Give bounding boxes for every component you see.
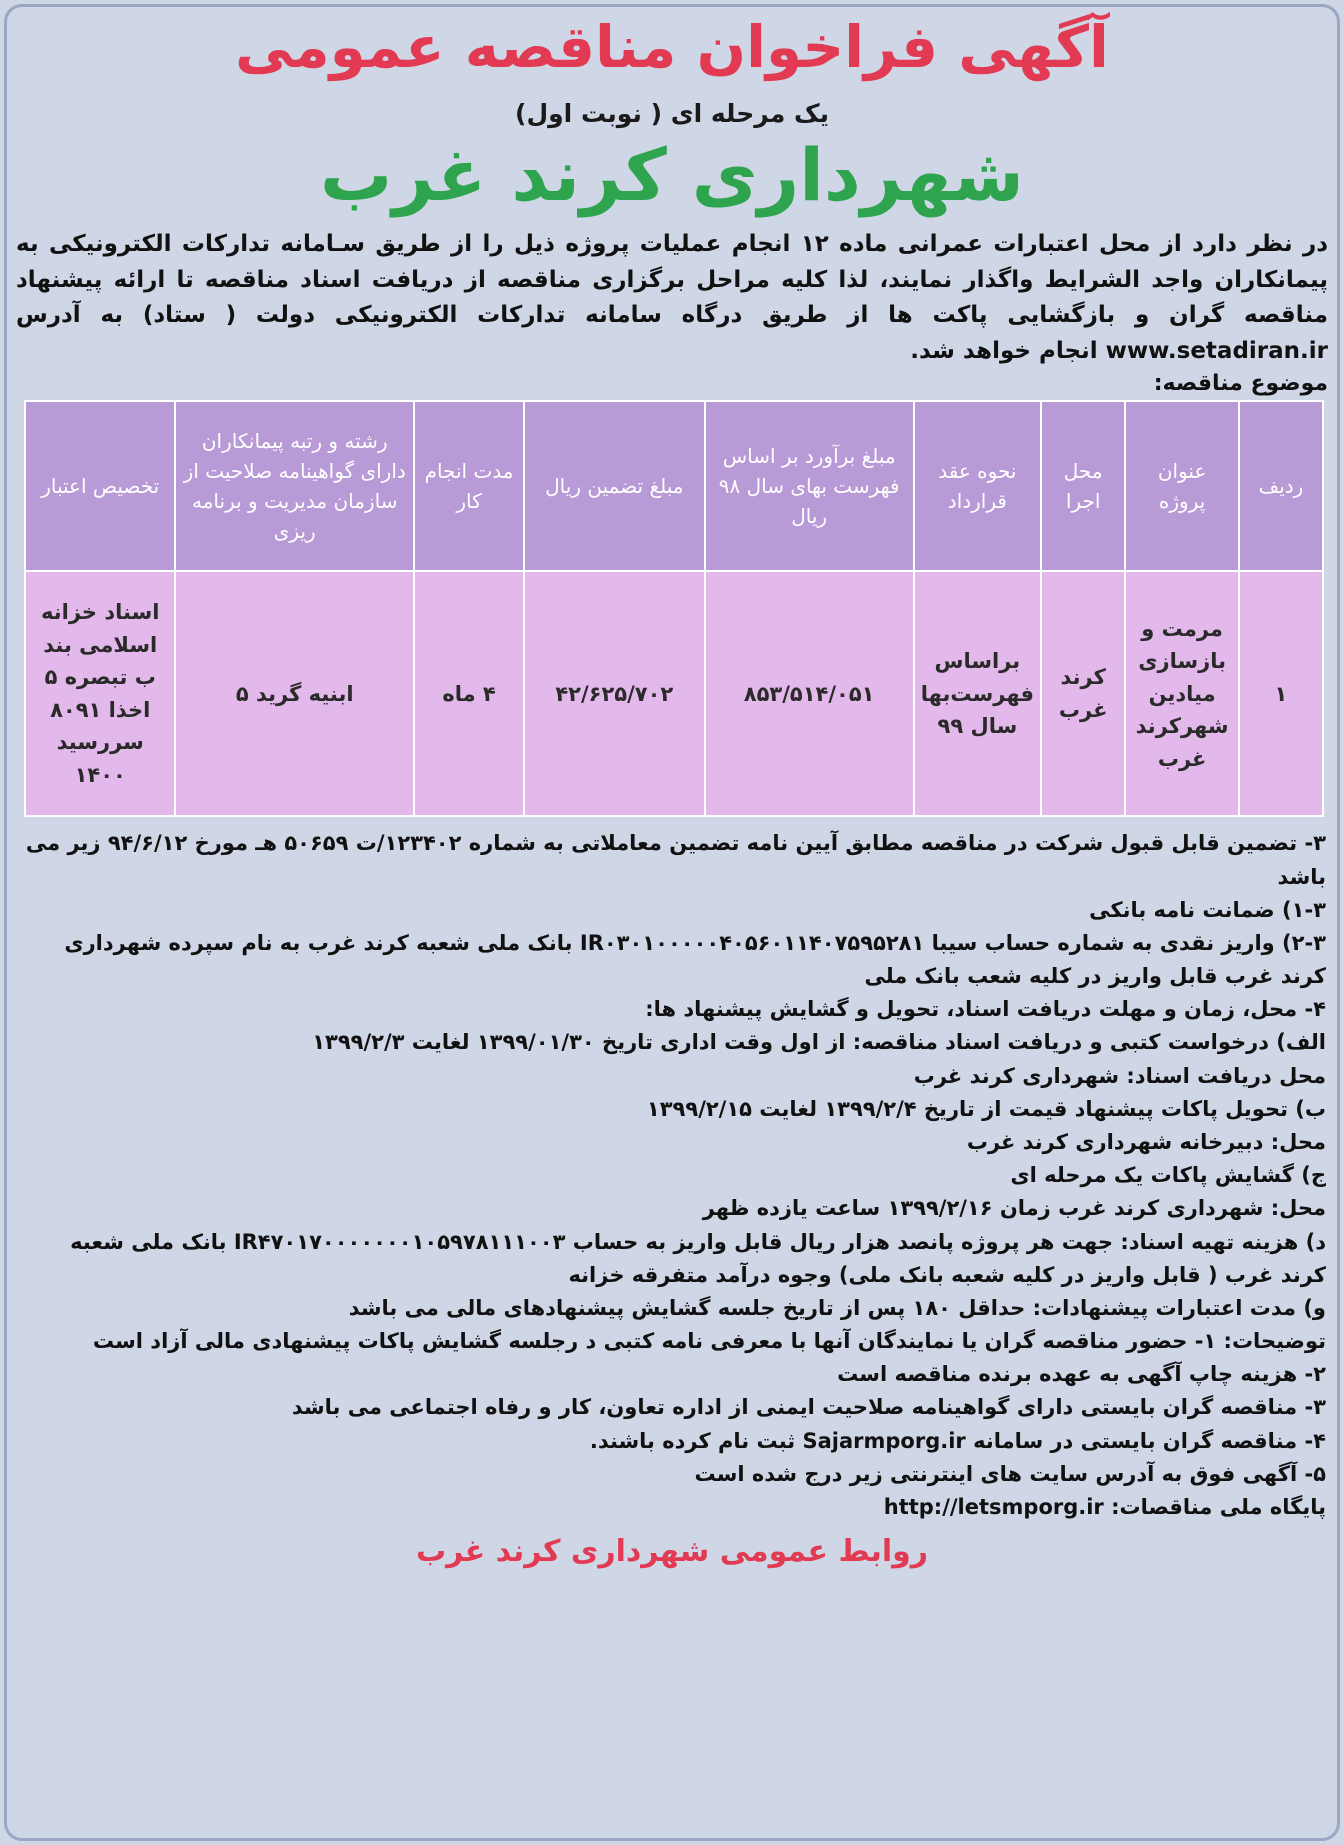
item-note-registration: ۴- مناقصه گران بایستی در سامانه Sajarmporg.ir ثبت نام کرده باشند. [589, 1428, 1326, 1453]
item-cash-deposit: ۲-۳) واریز نقدی به شماره حساب سیبا IR۰۳۰۱۰۰۰۰۰۴۰۵۶۰۱۱۴۰۷۵۹۵۲۸۱ بانک ملی شعبه کرند غرب به نام سپرده شهرداری کرند غرب قابل واریز در کلیه شعب بانک ملی [64, 930, 1326, 989]
public-relations-signature: روابط عمومی شهرداری کرند غرب [415, 1534, 929, 1570]
item-opening-place-time: محل: شهرداری کرند غرب زمان ۱۳۹۹/۲/۱۶ ساعت یازده ظهر [702, 1196, 1326, 1221]
organization-name: شهرداری کرند غرب [320, 132, 1024, 217]
item-national-portal: پایگاه ملی مناقصات: http://letsmporg.ir [883, 1494, 1326, 1519]
tender-conditions [18, 827, 1326, 1524]
header-project-title: عنوان پروژه [1125, 401, 1239, 571]
cell-qualification: ابنیه گرید ۵ [175, 571, 414, 816]
item-guarantee-terms: ۳- تضمین قابل قبول شرکت در مناقصه مطابق آیین نامه تضمین معاملاتی به شماره ۱۲۳۴۰۲/ت ۵۰۶۵۹ هـ مورخ ۹۴/۶/۱۲ زیر می باشد [25, 831, 1326, 889]
table-header-row [25, 401, 1323, 571]
header-credit-allocation: تخصیص اعتبار [25, 401, 175, 571]
notice-headline: آگهی فراخوان مناقصه عمومی [235, 13, 1109, 81]
item-bid-validity: و) مدت اعتبارات پیشنهادات: حداقل ۱۸۰ پس از تاریخ جلسه گشایش پیشنهادهای مالی می باشد [348, 1295, 1326, 1320]
item-note-safety-certificate: ۳- مناقصه گران بایستی دارای گواهینامه صلاحیت ایمنی از اداره تعاون، کار و رفاه اجتماعی می باشد [291, 1395, 1326, 1420]
item-bid-opening: ج) گشایش پاکات یک مرحله ای [1010, 1163, 1326, 1188]
cell-location: کرند غرب [1041, 571, 1125, 816]
cell-credit-allocation: اسناد خزانه اسلامی بند ب تبصره ۵ اخذا ۸۰۹۱ سررسید ۱۴۰۰ [25, 571, 175, 816]
notice-subheadline: یک مرحله ای ( نوبت اول) [515, 98, 829, 128]
header-qualification: رشته و رتبه پیمانکاران دارای گواهینامه صلاحیت از سازمان مدیریت و برنامه ریزی [175, 401, 414, 571]
intro-paragraph: در نظر دارد از محل اعتبارات عمرانی ماده ۱۲ انجام عملیات پروژه ذیل را از طریق سـامانه تدارکات الکترونیکی به پیمانکاران واجد الشرایط واگذار نمایند، لذا کلیه مراحل برگزاری مناقصه از دریافت اسناد مناقصه تا ارائه پیشنهاد مناقصه گران و بازگشایی پاکت ها از طریق درگاه سامانه تدارکات الکترونیکی دولت ( ستاد) به آدرس www.setadiran.ir انجام خواهد شد. [16, 230, 1328, 364]
item-document-fee: د) هزینه تهیه اسناد: جهت هر پروژه پانصد هزار ریال قابل واریز به حساب IR۴۷۰۱۷۰۰۰۰۰۰۰۱۰۵۹۷۸۱۱۱۰۰۳ بانک ملی شعبه کرند غرب ( قابل واریز در کلیه شعبه بانک ملی) وجوه درآمد متفرقه خزانه [70, 1229, 1326, 1287]
header-contract-type: نحوه عقد قرارداد [914, 401, 1041, 571]
cell-row-number: ۱ [1239, 571, 1323, 816]
header-guarantee: مبلغ تضمین ریال [524, 401, 704, 571]
cell-estimate: ۸۵۳/۵۱۴/۰۵۱ [705, 571, 914, 816]
item-note-ad-cost: ۲- هزینه چاپ آگهی به عهده برنده مناقصه است [837, 1362, 1326, 1387]
item-delivery-place: محل: دبیرخانه شهرداری کرند غرب [966, 1129, 1326, 1154]
header-row-number: ردیف [1239, 401, 1323, 571]
header-location: محل اجرا [1041, 401, 1125, 571]
item-bank-guarantee: ۱-۳) ضمانت نامه بانکی [1089, 897, 1326, 922]
cell-project-title: مرمت و بازسازی میادین شهرکرند غرب [1125, 571, 1239, 816]
tender-table [24, 400, 1324, 817]
item-document-place: محل دریافت اسناد: شهرداری کرند غرب [913, 1063, 1326, 1088]
item-document-request: الف) درخواست کتبی و دریافت اسناد مناقصه: از اول وقت اداری تاریخ ۱۳۹۹/۰۱/۳۰ لغایت ۱۳۹۹/۲/۳ [312, 1030, 1326, 1055]
cell-duration: ۴ ماه [414, 571, 524, 816]
item-location-time-heading: ۴- محل، زمان و مهلت دریافت اسناد، تحویل و گشایش پیشنهاد ها: [645, 997, 1326, 1022]
header-duration: مدت انجام کار [414, 401, 524, 571]
item-note-attendance: توضیحات: ۱- حضور مناقصه گران یا نمایندگان آنها با معرفی نامه کتبی د رجلسه گشایش پاکات پیشنهادی مالی آزاد است [92, 1329, 1326, 1354]
subject-label: موضوع مناقصه: [1153, 371, 1328, 397]
header-estimate: مبلغ برآورد بر اساس فهرست بهای سال ۹۸ ریال [705, 401, 914, 571]
cell-guarantee: ۴۲/۶۲۵/۷۰۲ [524, 571, 704, 816]
table-row [25, 571, 1323, 816]
cell-contract-type: براساس فهرست‌بها سال ۹۹ [914, 571, 1041, 816]
item-bid-delivery: ب) تحویل پاکات پیشنهاد قیمت از تاریخ ۱۳۹۹/۲/۴ لغایت ۱۳۹۹/۲/۱۵ [646, 1096, 1326, 1121]
item-note-websites: ۵- آگهی فوق به آدرس سایت های اینترنتی زیر درج شده است [694, 1461, 1326, 1486]
